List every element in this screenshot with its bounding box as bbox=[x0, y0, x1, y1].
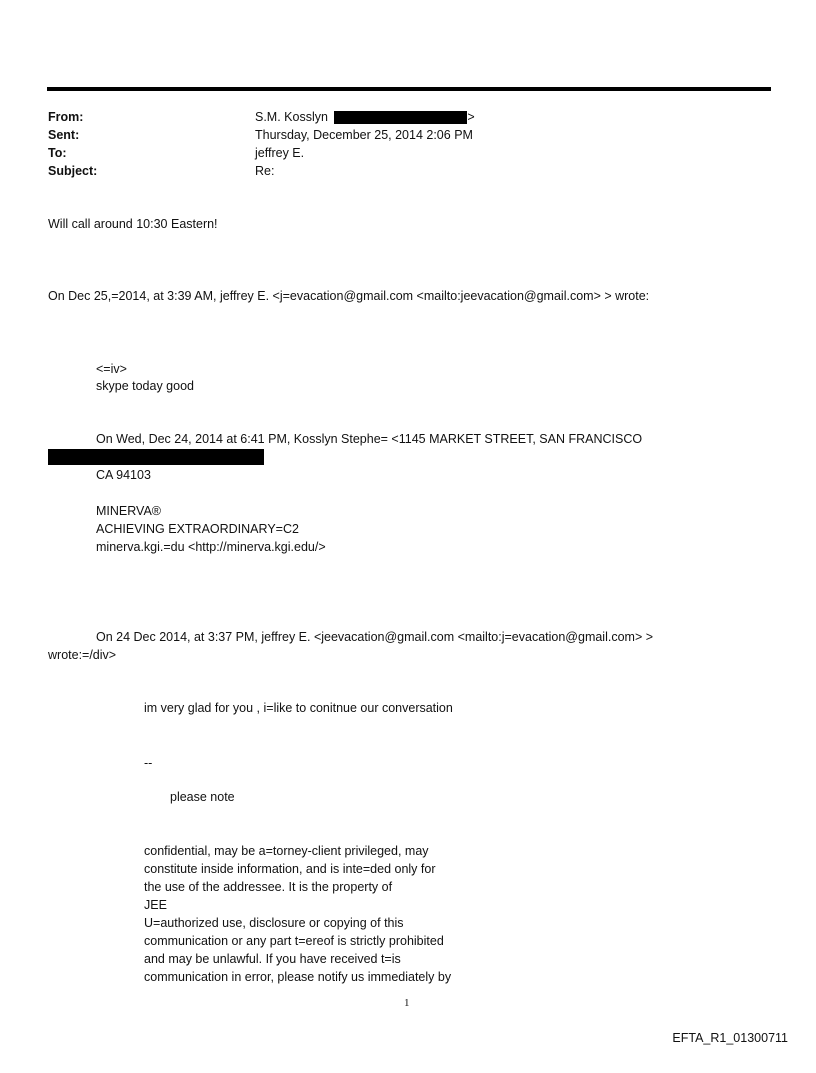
signature-brand: MINERVA® bbox=[96, 504, 162, 518]
quote3-header-cont: wrote:=/div> bbox=[48, 648, 117, 662]
quote3-header: On 24 Dec 2014, at 3:37 PM, jeffrey E. <jeevacation@gmail.com <mailto:j=evacation@gmail.com> > bbox=[96, 630, 654, 644]
sent-value: Thursday, December 25, 2014 2:06 PM bbox=[255, 128, 473, 142]
subject-value: Re: bbox=[255, 164, 275, 178]
glad-line: im very glad for you , i=like to conitnue our conversation bbox=[144, 701, 453, 715]
signature-url: minerva.kgi.=du <http://minerva.kgi.edu/> bbox=[96, 540, 326, 554]
disclaimer-line: U=authorized use, disclosure or copying of this bbox=[144, 916, 404, 930]
redaction-box bbox=[334, 111, 467, 124]
disclaimer-line: and may be unlawful. If you have received t=is bbox=[144, 952, 401, 966]
bates-number: EFTA_R1_01300711 bbox=[672, 1031, 788, 1045]
div-tag-text: <=iv> bbox=[96, 362, 127, 376]
to-value: jeffrey E. bbox=[255, 146, 305, 160]
subject-label: Subject: bbox=[48, 164, 98, 178]
from-suffix: > bbox=[467, 110, 475, 124]
please-note: please note bbox=[170, 790, 235, 804]
address-line: CA 94103 bbox=[96, 468, 151, 482]
from-value bbox=[255, 108, 475, 126]
disclaimer-line: JEE bbox=[144, 898, 167, 912]
quote2-header: On Wed, Dec 24, 2014 at 6:41 PM, Kosslyn Stephe= <1145 MARKET STREET, SAN FRANCISCO bbox=[96, 432, 643, 446]
disclaimer-line: communication or any part t=ereof is strictly prohibited bbox=[144, 934, 444, 948]
signature-tagline: ACHIEVING EXTRAORDINARY=C2 bbox=[96, 522, 299, 536]
page-number: 1 bbox=[404, 997, 410, 1009]
header-divider bbox=[47, 87, 771, 91]
signature-separator: -- bbox=[144, 756, 153, 770]
disclaimer-line: communication in error, please notify us immediately by bbox=[144, 970, 452, 984]
disclaimer-line: constitute inside information, and is inte=ded only for bbox=[144, 862, 436, 876]
quote1-header: On Dec 25,=2014, at 3:39 AM, jeffrey E. <j=evacation@gmail.com <mailto:jeevacation@gmail.com> > wrote: bbox=[48, 289, 650, 303]
email-header bbox=[48, 108, 768, 180]
sent-label: Sent: bbox=[48, 128, 80, 142]
disclaimer-line: the use of the addressee. It is the property of bbox=[144, 880, 393, 894]
reply-text: Will call around 10:30 Eastern! bbox=[48, 217, 218, 231]
skype-line: skype today good bbox=[96, 379, 194, 393]
to-label: To: bbox=[48, 146, 67, 160]
sender-name: S.M. Kosslyn bbox=[255, 110, 328, 124]
disclaimer-line: confidential, may be a=torney-client privileged, may bbox=[144, 844, 429, 858]
from-label: From: bbox=[48, 110, 84, 124]
redaction-box bbox=[48, 449, 264, 465]
